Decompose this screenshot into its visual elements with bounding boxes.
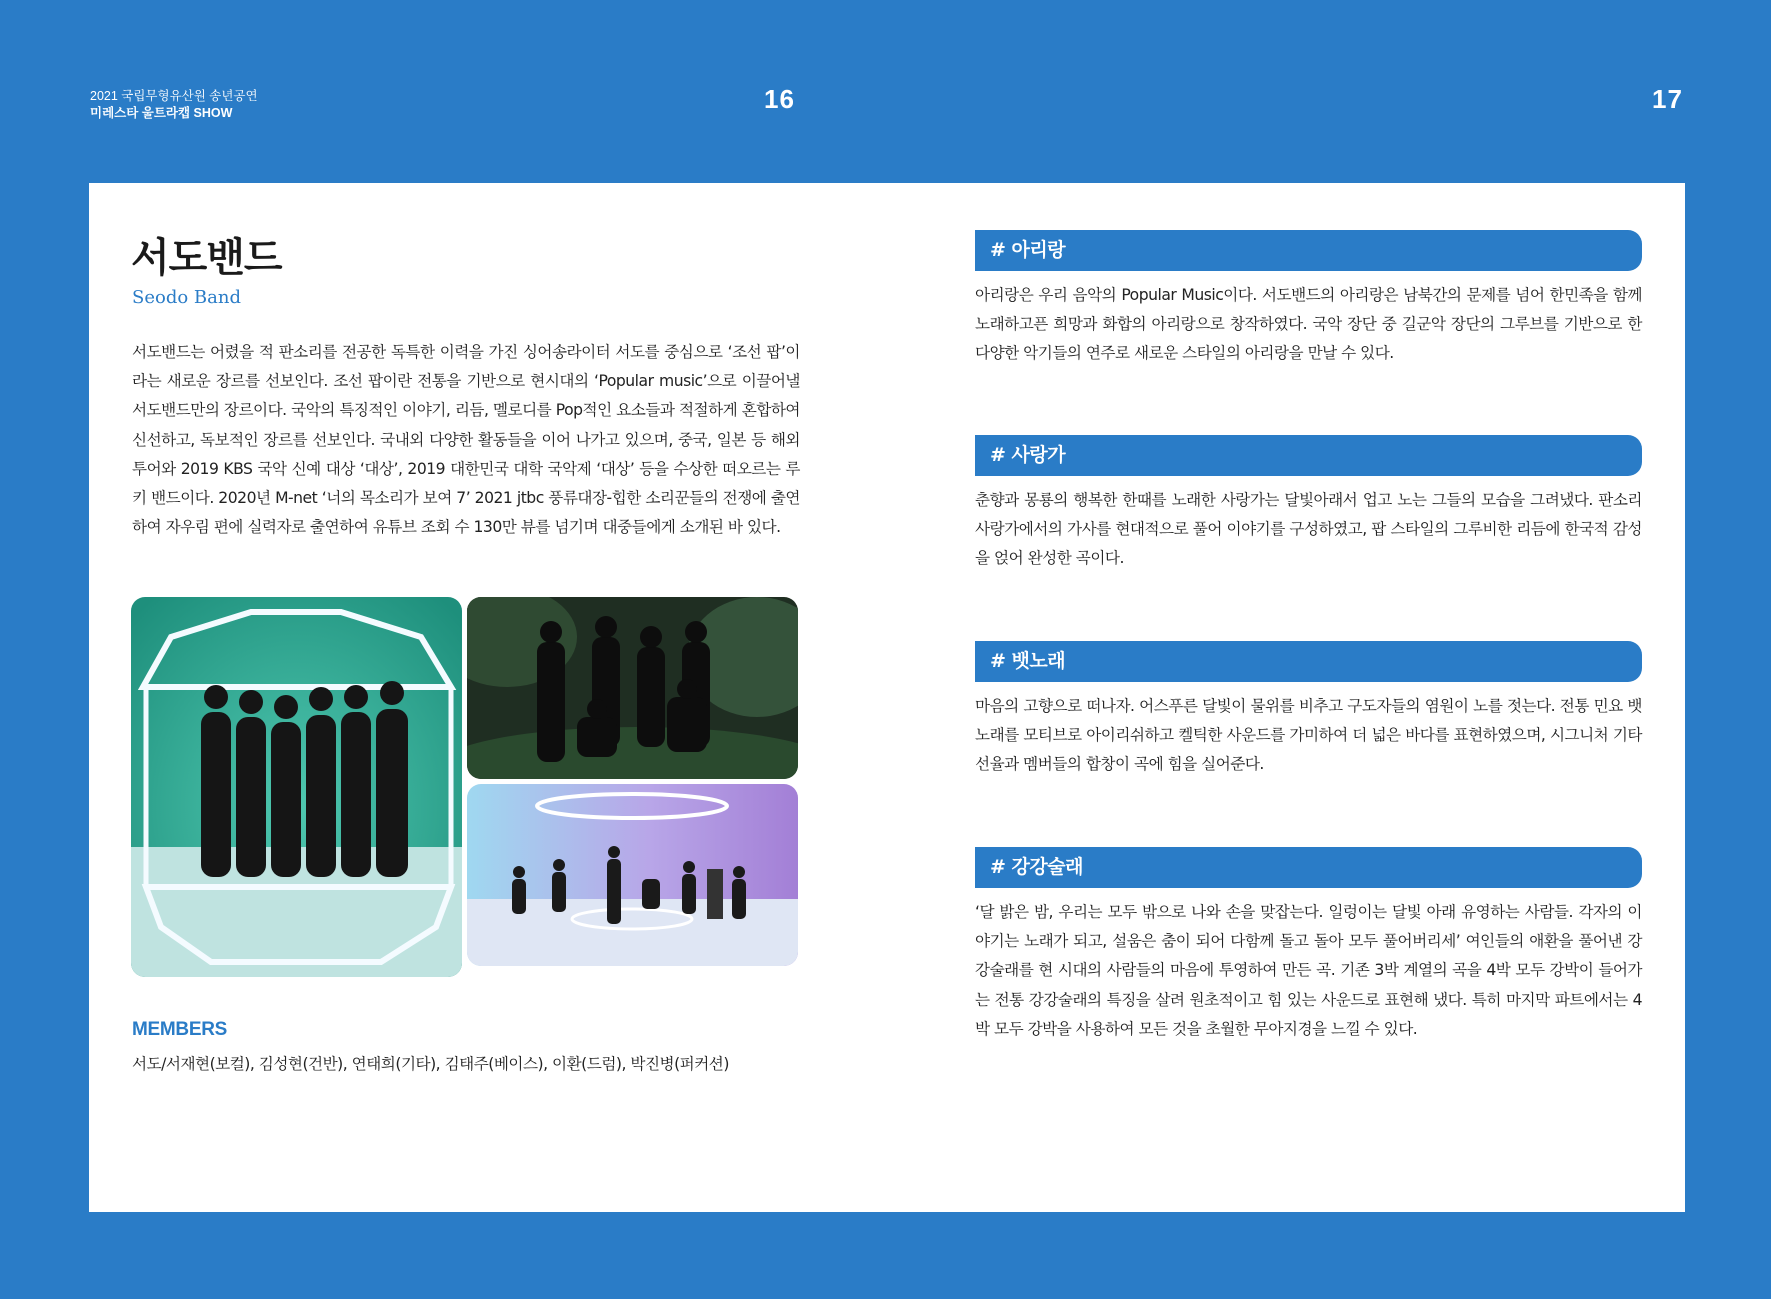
- header-info: [90, 88, 258, 122]
- song-title: # 아리랑: [975, 230, 1642, 271]
- song-description: 마음의 고향으로 떠나자. 어스푸른 달빛이 물위를 비추고 구도자들의 염원이 노를 젓는다. 전통 민요 뱃노래를 모티브로 아이리쉬하고 켈틱한 사운드를 가미하여 더 넓은 바다를 표현하였으며, 시그니처 기타 선율과 멤버들의 합창이 곡에 힘을 실어준다.: [975, 697, 1642, 774]
- song-section-baetnorae: [975, 641, 1642, 780]
- song-title: # 뱃노래: [975, 641, 1642, 682]
- members-list: 서도/서재현(보컬), 김성현(건반), 연태희(기타), 김태주(베이스), 이환(드럼), 박진병(퍼커션): [132, 1055, 729, 1073]
- band-photo-studio: [131, 597, 462, 977]
- song-description: 춘향과 몽룡의 행복한 한때를 노래한 사랑가는 달빛아래서 업고 노는 그들의 모습을 그려냈다. 판소리 사랑가에서의 가사를 현대적으로 풀어 이야기를 구성하였고, 팝 스타일의 그루비한 리듬에 한국적 감성을 얹어 완성한 곡이다.: [975, 491, 1642, 568]
- song-description: ‘달 밝은 밤, 우리는 모두 밖으로 나와 손을 맞잡는다. 일렁이는 달빛 아래 유영하는 사람들. 각자의 이야기는 노래가 되고, 설움은 춤이 되어 다함께 돌고 돌아 모두 풀어버리세’ 여인들의 애환을 풀어낸 강강술래를 현 시대의 사람들의 마음에 투영하여 만든 곡. 기존 3박 계열의 곡을 4박 모두 강박이 들어가는 전통 강강술래의 특징을 살려 원초적이고 힘 있는 사운드로 표현해 냈다. 특히 마지막 파트에서는 4박 모두 강박을 사용하여 모든 것을 초월한 무아지경을 느낄 수 있다.: [975, 903, 1642, 1038]
- content-sheet: [89, 183, 1685, 1212]
- page-number-right: 17: [1652, 84, 1683, 114]
- band-title: 서도밴드: [131, 235, 282, 281]
- song-title: # 강강술래: [975, 847, 1642, 888]
- band-photo-forest: [467, 597, 798, 779]
- event-subtitle: 미레스타 울트라캡 SHOW: [90, 106, 233, 120]
- song-section-arirang: [975, 230, 1642, 369]
- song-title: # 사랑가: [975, 435, 1642, 476]
- band-photo-stage: [467, 784, 798, 966]
- members-heading: MEMBERS: [132, 1019, 228, 1040]
- band-intro: 서도밴드는 어렸을 적 판소리를 전공한 독특한 이력을 가진 싱어송라이터 서도를 중심으로 ‘조선 팝’이라는 새로운 장르를 선보인다. 조선 팝이란 전통을 기반으로 현시대의 ‘Popular music’으로 이끌어낼 서도밴드만의 장르이다. 국악의 특징적인 이야기, 리듬, 멜로디를 Pop적인 요소들과 적절하게 혼합하여 신선하고, 독보적인 장르를 선보인다. 국내외 다양한 활동들을 이어 나가고 있으며, 중국, 일본 등 해외 투어와 2019 KBS 국악 신예 대상 ‘대상’, 2019 대한민국 대학 국악제 ‘대상’ 등을 수상한 떠오르는 루키 밴드이다. 2020년 M-net ‘너의 목소리가 보여 7’ 2021 jtbc 풍류대장-힙한 소리꾼들의 전쟁에 출연하여 자우림 편에 실력자로 출연하여 유튜브 조회 수 130만 뷰를 넘기며 대중들에게 소개된 바 있다.: [132, 343, 800, 537]
- song-description: 아리랑은 우리 음악의 Popular Music이다. 서도밴드의 아리랑은 남북간의 문제를 넘어 한민족을 함께 노래하고픈 희망과 화합의 아리랑으로 창작하였다. 국악 장단 중 길군악 장단의 그루브를 기반으로 한 다양한 악기들의 연주로 새로운 스타일의 아리랑을 만날 수 있다.: [975, 286, 1642, 363]
- song-section-sarangga: [975, 435, 1642, 574]
- page-number-left: 16: [764, 84, 795, 114]
- event-title: 2021 국립무형유산원 송년공연: [90, 89, 258, 103]
- band-subtitle: Seodo Band: [132, 287, 241, 308]
- song-section-ganggangsullae: [975, 847, 1642, 1044]
